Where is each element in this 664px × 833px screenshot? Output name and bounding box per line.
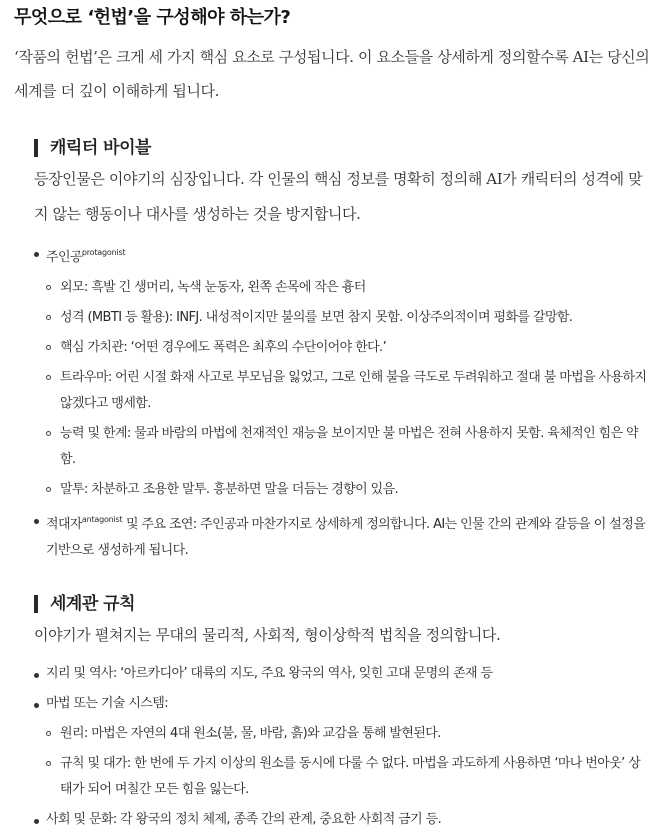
world-rules-section (14, 590, 650, 833)
character-bible-description: 등장인물은 이야기의 심장입니다. 각 인물의 핵심 정보를 명확히 정의해 AI가 캐릭터의 성격에 맞지 않는 행동이나 대사를 생성하는 것을 방지합니다. (34, 170, 643, 223)
character-bible-heading: 캐릭터 바이블 (34, 134, 650, 162)
society-culture-item: 사회 및 문화: 각 왕국의 정치 체제, 종족 간의 관계, 중요한 사회적 금기 등. (34, 807, 650, 833)
character-bible-section (14, 134, 650, 564)
magic-system-details (46, 721, 650, 803)
antagonist-superscript: antagonist (81, 515, 123, 524)
magic-principle: 원리: 마법은 자연의 4대 원소(불, 물, 바람, 흙)와 교감을 통해 발현된다. (46, 721, 650, 747)
world-list (34, 661, 650, 833)
trait-personality: 성격 (MBTI 등 활용): INFJ. 내성적이지만 불의를 보면 참지 못함. 이상주의적이며 평화를 갈망함. (46, 305, 650, 331)
magic-system-item (34, 691, 650, 803)
trait-abilities: 능력 및 한계: 물과 바람의 마법에 천재적인 재능을 보이지만 불 마법은 전혀 사용하지 못함. 육체적인 힘은 약함. (46, 421, 650, 473)
world-rules-description: 이야기가 펼쳐지는 무대의 물리적, 사회적, 형이상학적 법칙을 정의합니다. (34, 626, 501, 644)
world-rules-heading: 세계관 규칙 (34, 590, 650, 618)
trait-core-values: 핵심 가치관: ‘어떤 경우에도 폭력은 최후의 수단이어야 한다.’ (46, 335, 650, 361)
antagonist-label: 적대자 (46, 517, 82, 532)
antagonist-item (34, 507, 650, 564)
character-list (34, 240, 650, 564)
intro-paragraph: ‘작품의 헌법’은 크게 세 가지 핵심 요소로 구성됩니다. 이 요소들을 상세하게 정의할수록 AI는 당신의 세계를 더 깊이 이해하게 됩니다. (14, 48, 650, 100)
trait-speech: 말투: 차분하고 조용한 말투. 흥분하면 말을 더듬는 경향이 있음. (46, 477, 650, 503)
magic-rules-cost: 규칙 및 대가: 한 번에 두 가지 이상의 원소를 동시에 다룰 수 없다. 마법을 과도하게 사용하면 ‘마나 번아웃’ 상태가 되어 며칠간 모든 힘을 잃는다. (46, 751, 650, 803)
protagonist-item (34, 240, 650, 503)
protagonist-label: 주인공 (46, 250, 82, 265)
magic-system-label: 마법 또는 기술 시스템: (46, 696, 168, 711)
protagonist-traits (46, 275, 650, 503)
antagonist-text: 및 주요 조연: 주인공과 마찬가지로 상세하게 정의합니다. AI는 인물 간의 관계와 갈등을 이 설정을 기반으로 생성하게 됩니다. (46, 517, 646, 558)
trait-appearance: 외모: 흑발 긴 생머리, 녹색 눈동자, 왼쪽 손목에 작은 흉터 (46, 275, 650, 301)
trait-trauma: 트라우마: 어린 시절 화재 사고로 부모님을 잃었고, 그로 인해 불을 극도로 두려워하고 절대 불 마법을 사용하지 않겠다고 맹세함. (46, 365, 650, 417)
geography-history-item: 지리 및 역사: ‘아르카디아’ 대륙의 지도, 주요 왕국의 역사, 잊힌 고대 문명의 존재 등 (34, 661, 650, 687)
protagonist-superscript: protagonist (81, 248, 126, 257)
page-title: 무엇으로 ‘헌법’을 구성해야 하는가? (14, 7, 291, 28)
